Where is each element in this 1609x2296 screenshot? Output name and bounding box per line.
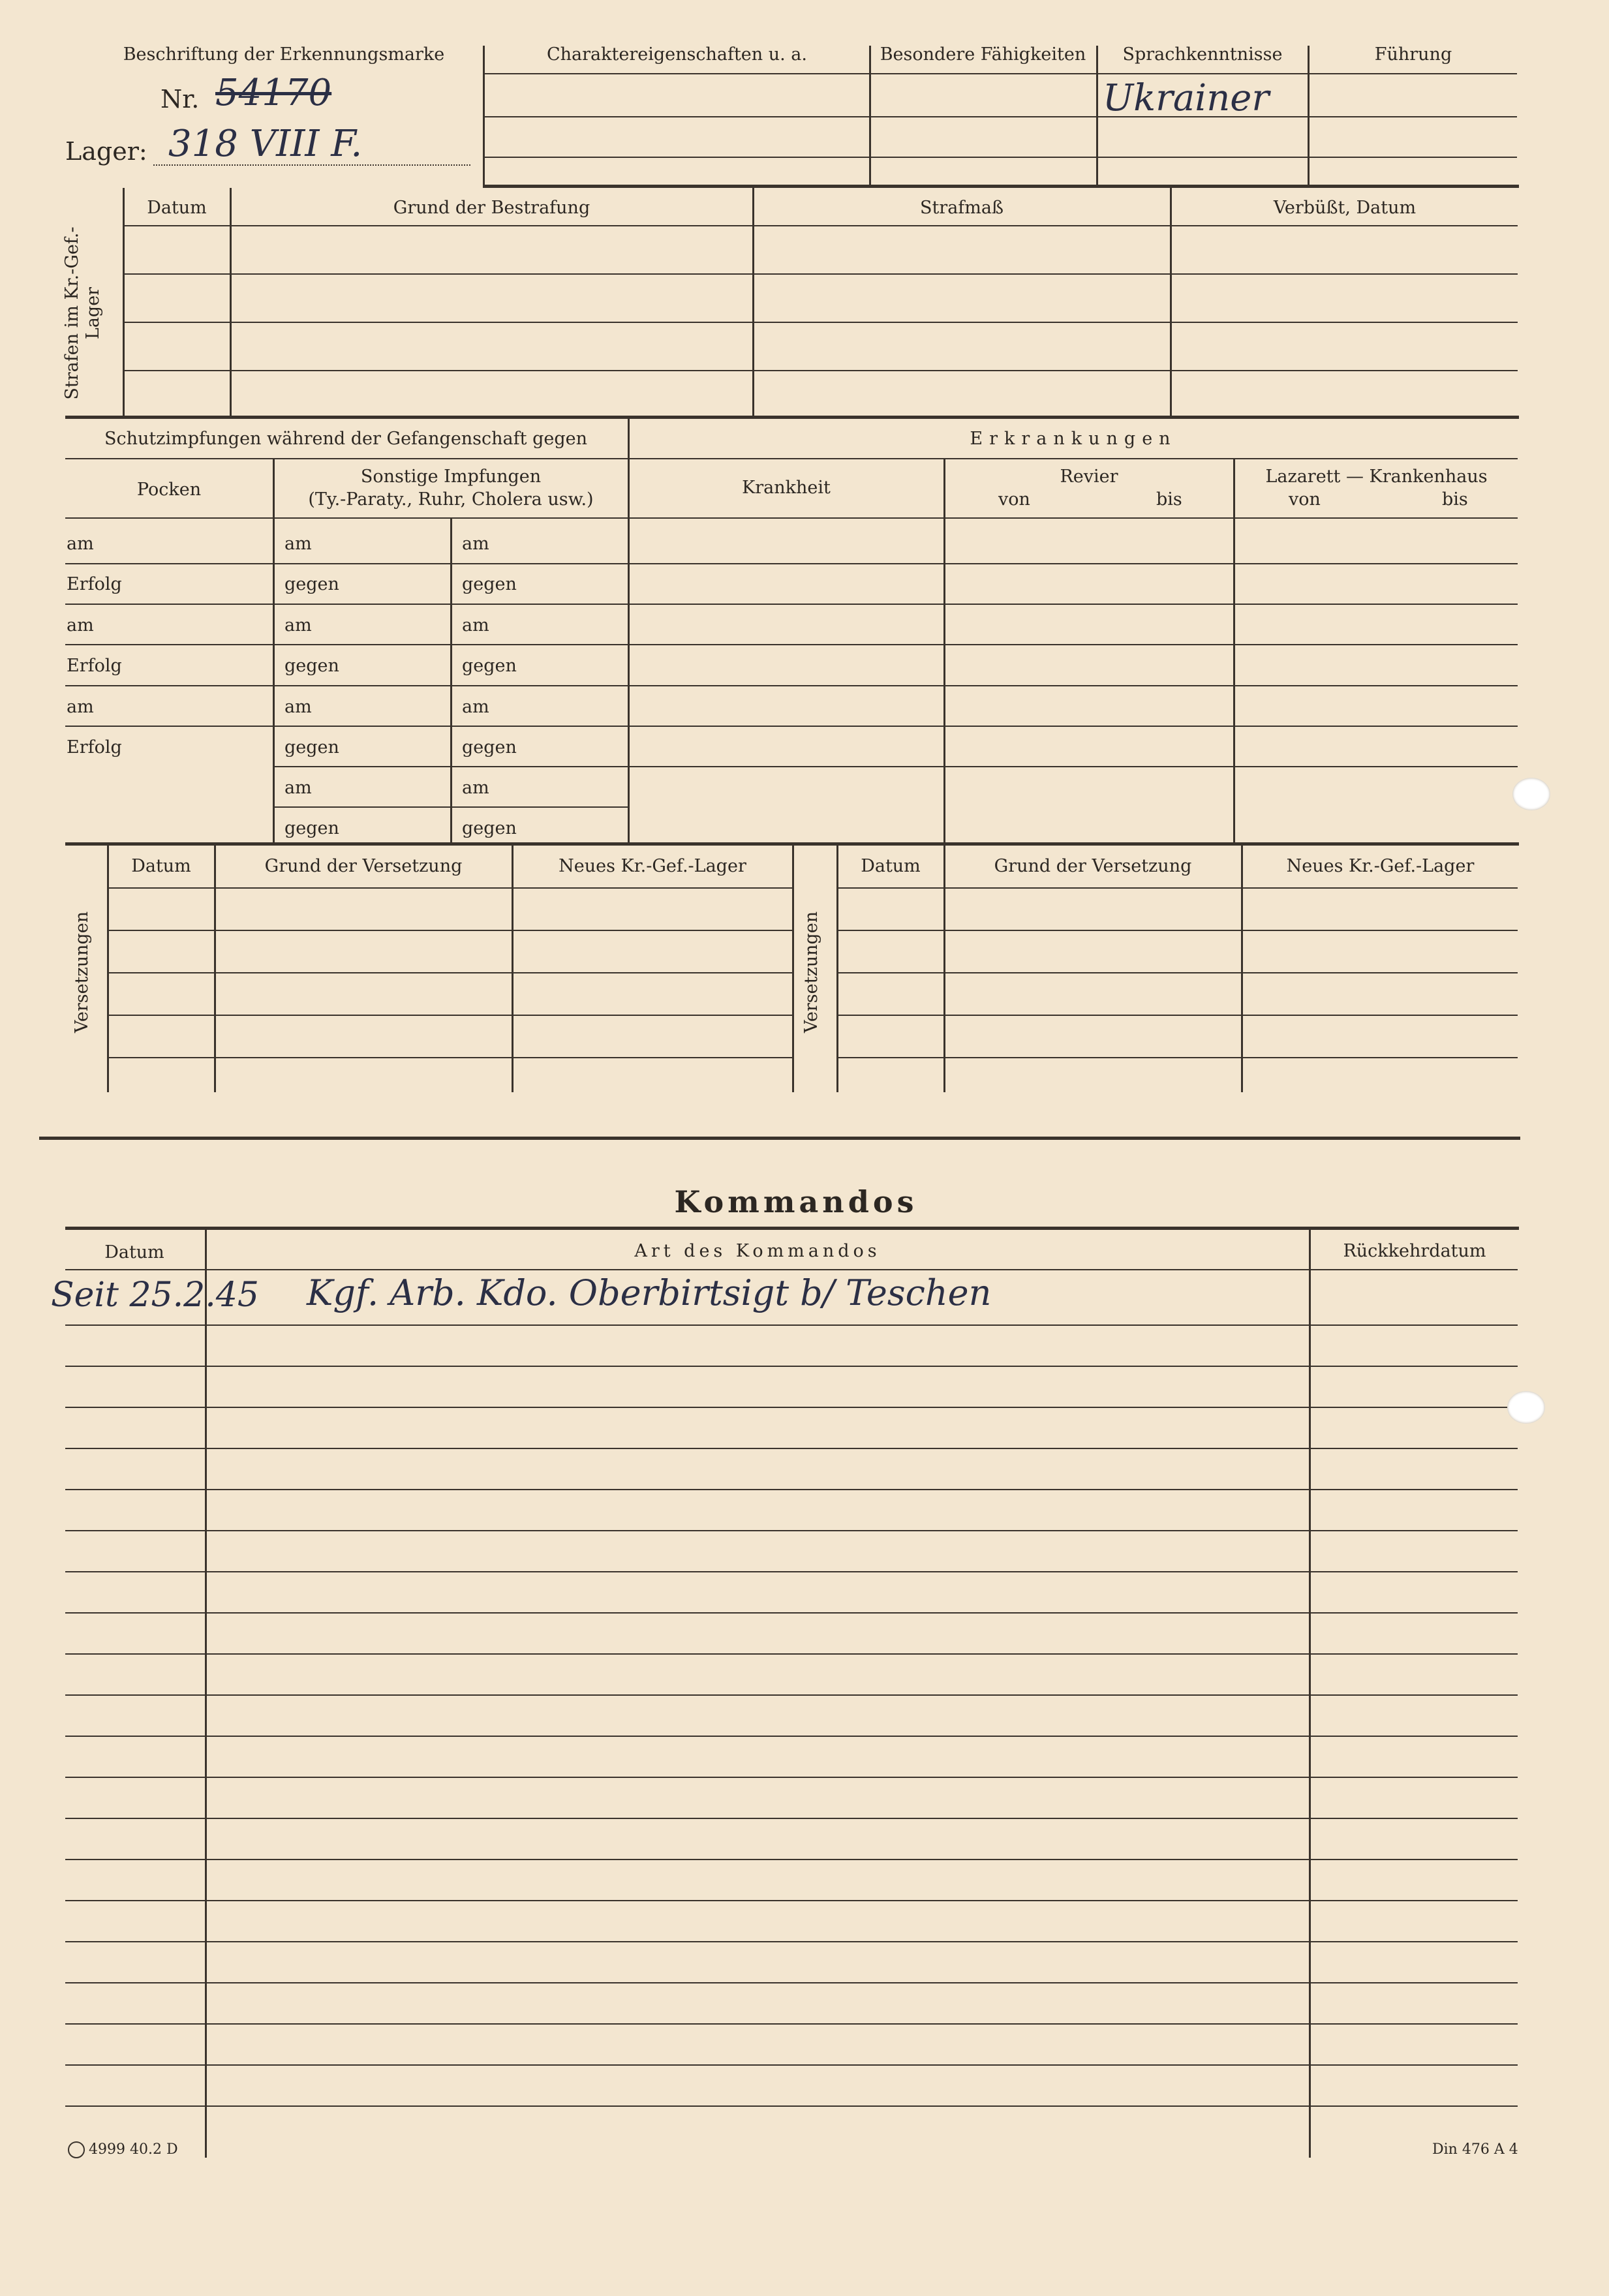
divider — [230, 188, 232, 418]
charakter-header: Charaktereigenschaften u. a. — [546, 44, 807, 65]
kommandos-entry-datum: Seit 25.2.45 — [51, 1276, 259, 1315]
rule — [108, 930, 792, 931]
rule — [274, 806, 628, 808]
rule — [65, 1694, 1518, 1696]
rule — [65, 1366, 1518, 1367]
rule — [65, 1612, 1518, 1614]
kommandos-col-art: Art des Kommandos — [634, 1241, 881, 1261]
lazarett-bis: bis — [1442, 489, 1468, 510]
versetzungen-col-grund: Grund der Versetzung — [994, 856, 1192, 876]
punch-hole — [1507, 1391, 1545, 1424]
versetzungen-col-datum: Datum — [861, 856, 921, 876]
sonstige-am: am — [462, 778, 489, 798]
impfungen-heading: Schutzimpfungen während der Gefangenschaft gegen — [104, 429, 587, 449]
sonstige-am: am — [284, 778, 312, 798]
divider — [450, 519, 452, 843]
strafen-col-datum: Datum — [147, 198, 207, 218]
kommandos-entry-art: Kgf. Arb. Kdo. Oberbirtsigt b/ Teschen — [307, 1272, 992, 1313]
rule — [124, 225, 1518, 226]
rule — [65, 1571, 1518, 1572]
sonstige-am: am — [284, 615, 312, 635]
divider — [752, 188, 754, 418]
rule — [65, 1736, 1518, 1737]
rule — [838, 972, 1518, 973]
rule — [484, 157, 1517, 158]
rule — [65, 644, 1518, 645]
rule — [838, 887, 1518, 889]
rule — [65, 1777, 1518, 1778]
pocken-erfolg: Erfolg — [67, 574, 122, 594]
section-rule — [483, 185, 1519, 188]
sonstige-gegen: gegen — [462, 818, 517, 838]
rule — [65, 458, 1518, 459]
erkrankungen-col-krankheit: Krankheit — [742, 478, 831, 498]
impfungen-col-sonstige-1: Sonstige Impfungen — [360, 467, 542, 487]
sonstige-am: am — [462, 615, 489, 635]
sonstige-gegen: gegen — [284, 737, 339, 758]
divider — [123, 188, 125, 418]
rule — [124, 273, 1518, 275]
versetzungen-col-lager: Neues Kr.-Gef.-Lager — [559, 856, 746, 876]
punch-hole — [1512, 778, 1550, 810]
lager-value: 318 VIII F. — [168, 123, 363, 165]
impfungen-col-sonstige-2: (Ty.-Paraty., Ruhr, Cholera usw.) — [308, 489, 594, 510]
strafen-col-verbuesst: Verbüßt, Datum — [1273, 198, 1417, 218]
rule — [274, 766, 1518, 767]
rule — [108, 887, 792, 889]
nr-value: 54170 — [215, 72, 332, 114]
sonstige-am: am — [462, 534, 489, 554]
sonstige-gegen: gegen — [462, 656, 517, 676]
rule — [65, 1269, 1518, 1270]
rule — [65, 604, 1518, 605]
lazarett-von: von — [1289, 489, 1321, 510]
sonstige-gegen: gegen — [462, 574, 517, 594]
pocken-erfolg: Erfolg — [67, 737, 122, 758]
divider — [1241, 846, 1243, 1092]
rule — [108, 1015, 792, 1016]
section-rule — [65, 416, 1519, 419]
sonstige-gegen: gegen — [462, 737, 517, 758]
strafen-col-strafmass: Strafmaß — [919, 198, 1004, 218]
rule — [108, 972, 792, 973]
strafen-col-grund: Grund der Bestrafung — [393, 198, 590, 218]
sonstige-gegen: gegen — [284, 818, 339, 838]
divider — [214, 846, 216, 1092]
divider — [205, 1230, 207, 2158]
rule — [65, 1982, 1518, 1983]
kommandos-col-datum: Datum — [104, 1242, 164, 1263]
sonstige-gegen: gegen — [284, 656, 339, 676]
divider — [1170, 188, 1172, 418]
pocken-erfolg: Erfolg — [67, 656, 122, 676]
versetzungen-col-datum: Datum — [131, 856, 191, 876]
versetzungen-side-label: Versetzungen — [801, 911, 821, 1033]
erkrankungen-col-lazarett: Lazarett — Krankenhaus — [1265, 467, 1488, 487]
impfungen-col-pocken: Pocken — [136, 480, 202, 500]
versetzungen-col-lager: Neues Kr.-Gef.-Lager — [1286, 856, 1475, 876]
kommandos-col-rueckkehr: Rückkehrdatum — [1343, 1241, 1486, 1261]
revier-von: von — [998, 489, 1030, 510]
rule — [65, 1653, 1518, 1655]
sprachkenntnisse-header: Sprachkenntnisse — [1122, 44, 1283, 65]
rule — [108, 1057, 792, 1058]
rule — [65, 685, 1518, 686]
divider — [1309, 1230, 1311, 2158]
kommandos-title: Kommandos — [674, 1184, 918, 1219]
lager-dotted-line — [153, 164, 470, 166]
versetzungen-side-label: Versetzungen — [72, 911, 92, 1033]
divider — [512, 846, 513, 1092]
lager-label: Lager: — [65, 137, 147, 166]
rule — [65, 1941, 1518, 1942]
section-rule — [65, 1227, 1519, 1230]
rule — [65, 517, 1518, 519]
rule — [65, 726, 1518, 727]
form-number: 4999 40.2 D — [89, 2141, 178, 2158]
divider — [792, 846, 794, 1092]
rule — [65, 1818, 1518, 1819]
sonstige-gegen: gegen — [284, 574, 339, 594]
din-label: Din 476 A 4 — [1432, 2141, 1518, 2158]
rule — [65, 1489, 1518, 1490]
publisher-mark-icon — [68, 2141, 85, 2158]
versetzungen-col-grund: Grund der Versetzung — [264, 856, 463, 876]
pocken-am: am — [67, 615, 94, 635]
rule — [838, 930, 1518, 931]
erkennungsmarke-heading: Beschriftung der Erkennungsmarke — [123, 44, 445, 65]
rule — [838, 1057, 1518, 1058]
sonstige-am: am — [462, 697, 489, 717]
rule — [484, 116, 1517, 117]
rule — [838, 1015, 1518, 1016]
strafen-side-label: Strafen im Kr.-Gef.-Lager — [62, 226, 103, 400]
faehigkeiten-header: Besondere Fähigkeiten — [880, 44, 1086, 65]
divider — [836, 846, 838, 1092]
fold-line — [39, 1137, 1520, 1140]
rule — [65, 1407, 1518, 1408]
rule — [484, 73, 1517, 74]
divider — [943, 846, 945, 1092]
erkrankungen-col-revier: Revier — [1060, 467, 1118, 487]
pocken-am: am — [67, 534, 94, 554]
rule — [65, 1324, 1518, 1326]
fuehrung-header: Führung — [1374, 44, 1452, 65]
rule — [124, 370, 1518, 371]
divider — [107, 846, 109, 1092]
revier-bis: bis — [1156, 489, 1182, 510]
sonstige-am: am — [284, 534, 312, 554]
rule — [65, 1900, 1518, 1901]
rule — [65, 563, 1518, 564]
rule — [65, 2064, 1518, 2066]
rule — [65, 2105, 1518, 2107]
sonstige-am: am — [284, 697, 312, 717]
rule — [65, 1448, 1518, 1449]
rule — [65, 1859, 1518, 1860]
rule — [65, 1530, 1518, 1531]
rule — [124, 322, 1518, 323]
rule — [65, 2023, 1518, 2025]
pocken-am: am — [67, 697, 94, 717]
nr-label: Nr. — [161, 85, 200, 114]
erkrankungen-heading: Erkrankungen — [970, 429, 1177, 449]
sprachkenntnisse-value: Ukrainer — [1103, 77, 1270, 119]
